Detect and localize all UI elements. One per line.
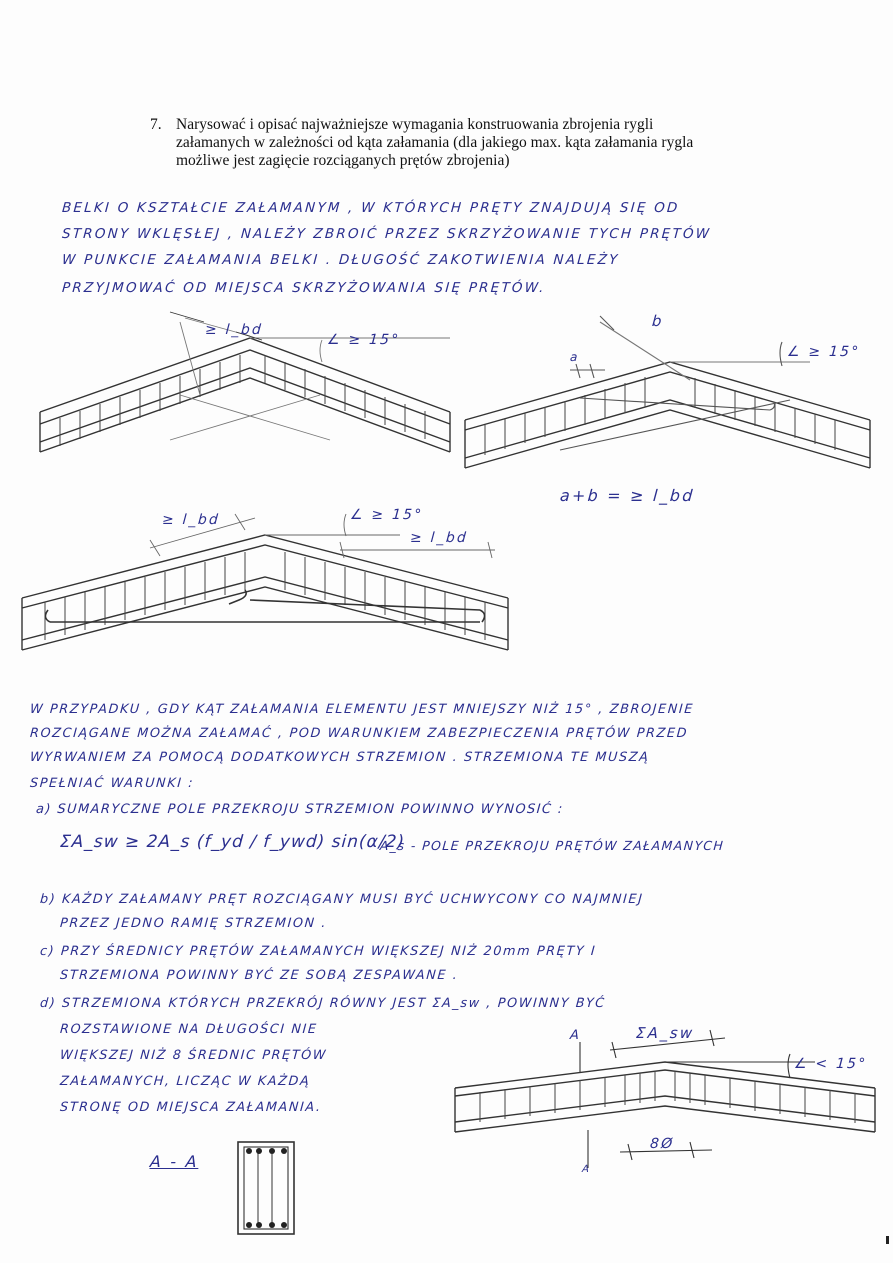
main-line-4: SPEŁNIAĆ WARUNKI : (29, 776, 195, 791)
condition-a-text: a) SUMARYCZNE POLE PRZEKROJU STRZEMION POWINNO WYNOSIĆ : (35, 802, 565, 817)
fig3-left-label: ≥ l_bd (161, 512, 221, 528)
fig1-length-label: ≥ l_bd (204, 322, 264, 338)
condition-a-note: A_s - POLE PRZEKROJU PRĘTÓW ZAŁAMANYCH (379, 838, 725, 853)
condition-d-line-3: WIĘKSZEJ NIŻ 8 ŚREDNIC PRĘTÓW (59, 1048, 328, 1063)
condition-a-formula: ΣA_sw ≥ 2A_s (f_yd / f_ywd) sin(α/2) (59, 832, 406, 852)
condition-c-line-2: STRZEMIONA POWINNY BYĆ ZE SOBĄ ZESPAWANE . (59, 968, 459, 983)
fig2-angle-label: ∠ ≥ 15° (786, 344, 861, 360)
condition-b-line-2: PRZEZ JEDNO RAMIĘ STRZEMION . (59, 916, 328, 931)
main-line-2: ROZCIĄGANE MOŻNA ZAŁAMAĆ , POD WARUNKIEM ZABEZPIECZENIA PRĘTÓW PRZED (29, 726, 689, 741)
fig2-b-label: b (651, 312, 665, 330)
fig2-formula: a+b = ≥ l_bd (559, 486, 696, 505)
question-line-3: możliwe jest zagięcie rozciąganych prętów zbrojenia) (176, 152, 510, 169)
intro-line-2: STRONY WKLĘSŁEJ , NALEŻY ZBROIĆ PRZEZ SKRZYŻOWANIE TYCH PRĘTÓW (61, 226, 712, 242)
question-line-2: załamanych w zależności od kąta załamania (dla jakiego max. kąta załamania rygla (176, 134, 694, 151)
fig4-angle-label: ∠ < 15° (793, 1056, 868, 1072)
page-edge-mark (886, 1236, 889, 1244)
fig2-a-label: a (569, 350, 581, 364)
fig4-section-mark-bottom: A (581, 1164, 592, 1175)
fig4-spacing-label: 8Ø (649, 1136, 675, 1152)
fig3-right-label: ≥ l_bd (409, 530, 469, 546)
section-label: A - A (149, 1152, 200, 1171)
main-line-1: W PRZYPADKU , GDY KĄT ZAŁAMANIA ELEMENTU JEST MNIEJSZY NIŻ 15° , ZBROJENIE (29, 702, 695, 717)
question-line-1: Narysować i opisać najważniejsze wymagania konstruowania zbrojenia rygli (176, 116, 654, 133)
condition-b-line-1: b) KAŻDY ZAŁAMANY PRĘT ROZCIĄGANY MUSI BYĆ UCHWYCONY CO NAJMNIEJ (39, 892, 644, 907)
condition-d-line-5: STRONĘ OD MIEJSCA ZAŁAMANIA. (59, 1100, 323, 1115)
fig1-angle-label: ∠ ≥ 15° (326, 332, 401, 348)
question-number: 7. (150, 116, 162, 133)
intro-line-4: PRZYJMOWAĆ OD MIEJSCA SKRZYŻOWANIA SIĘ PRĘTÓW. (61, 280, 547, 296)
condition-c-line-1: c) PRZY ŚREDNICY PRĘTÓW ZAŁAMANYCH WIĘKSZEJ NIŻ 20mm PRĘTY I (39, 944, 597, 959)
condition-d-line-4: ZAŁAMANYCH, LICZĄC W KAŻDĄ (59, 1074, 311, 1089)
condition-d-line-2: ROZSTAWIONE NA DŁUGOŚCI NIE (59, 1022, 319, 1037)
intro-line-1: BELKI O KSZTAŁCIE ZAŁAMANYM , W KTÓRYCH PRĘTY ZNAJDUJĄ SIĘ OD (61, 200, 681, 216)
condition-d-line-1: d) STRZEMIONA KTÓRYCH PRZEKRÓJ RÓWNY JEST ΣA_sw , POWINNY BYĆ (39, 996, 607, 1011)
main-line-3: WYRWANIEM ZA POMOCĄ DODATKOWYCH STRZEMION . STRZEMIONA TE MUSZĄ (29, 750, 650, 765)
fig4-sum-label: ΣA_sw (635, 1024, 695, 1042)
fig3-angle-label: ∠ ≥ 15° (349, 507, 424, 523)
fig4-section-mark-top: A (569, 1028, 582, 1043)
intro-line-3: W PUNKCIE ZAŁAMANIA BELKI . DŁUGOŚĆ ZAKOTWIENIA NALEŻY (61, 252, 621, 268)
